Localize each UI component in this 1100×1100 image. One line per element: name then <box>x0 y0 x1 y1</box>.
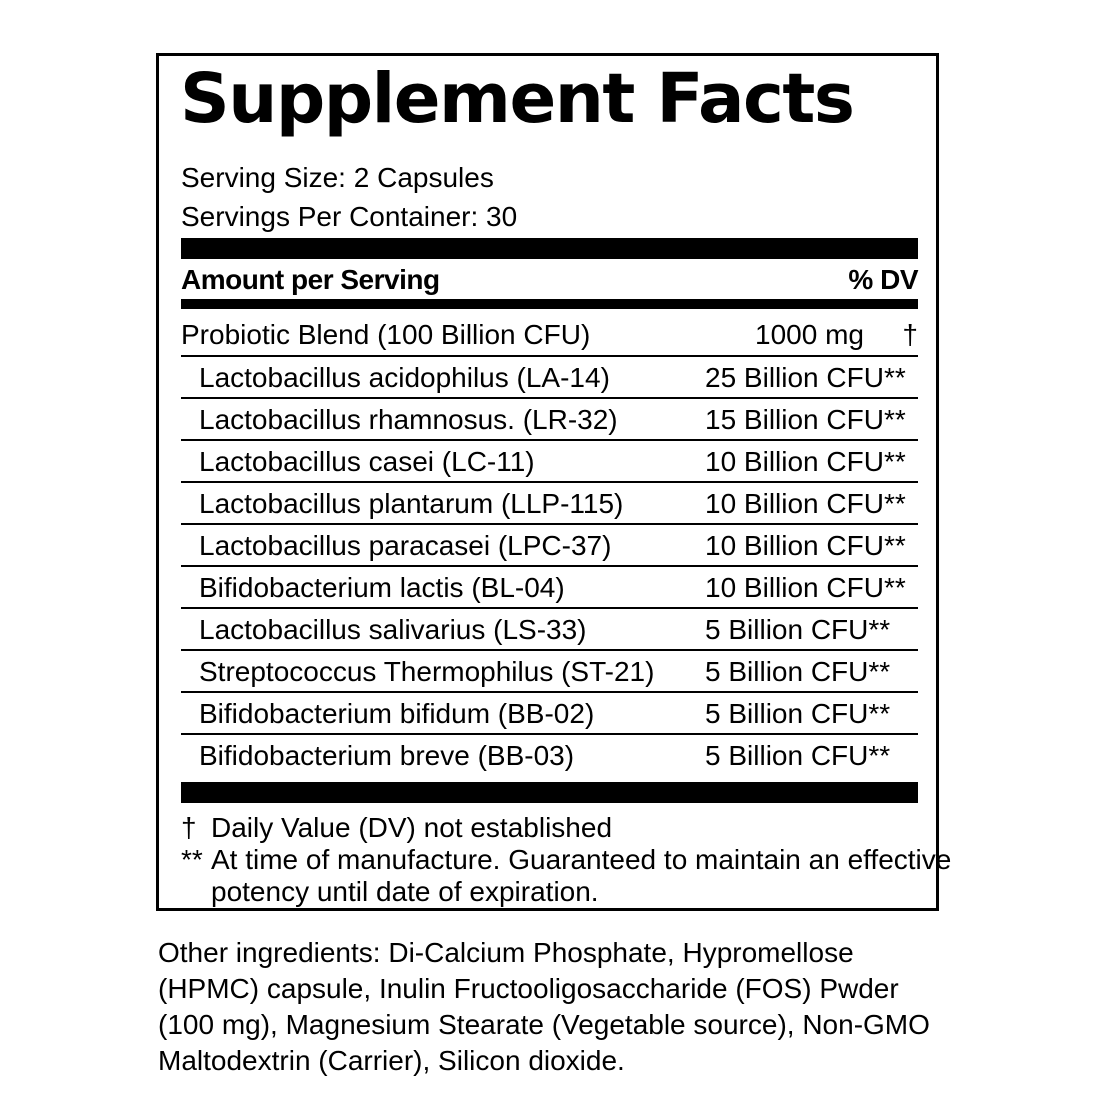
dagger-text: Daily Value (DV) not established <box>211 812 613 843</box>
ingredient-name: Streptococcus Thermophilus (ST-21) <box>199 656 655 687</box>
table-row <box>181 565 918 607</box>
asterisk-text-line2: potency until date of expiration. <box>211 876 599 907</box>
ingredient-amount: 10 Billion CFU** <box>705 488 906 519</box>
asterisk-symbol: ** <box>181 844 203 875</box>
asterisk-text-line1: At time of manufacture. Guaranteed to maintain an effective <box>211 844 952 875</box>
table-row <box>181 523 918 565</box>
ingredient-amount: 10 Billion CFU** <box>705 530 906 561</box>
divider-thick-bottom <box>181 782 918 803</box>
servings-per-container: Servings Per Container: 30 <box>181 201 518 232</box>
ingredient-name: Bifidobacterium lactis (BL-04) <box>199 572 565 603</box>
table-row <box>181 397 918 439</box>
blend-name: Probiotic Blend (100 Billion CFU) <box>181 319 591 350</box>
serving-size: Serving Size: 2 Capsules <box>181 162 494 193</box>
ingredient-amount: 25 Billion CFU** <box>705 362 906 393</box>
table-row <box>181 607 918 649</box>
table-row <box>181 439 918 481</box>
other-ingredients: Other ingredients: Di-Calcium Phosphate, Hypromellose (HPMC) capsule, Inulin Fructooligosaccharide (FOS) Pwder (100 mg), Magnesium Stearate (Vegetable source), Non-GMO Maltodextrin (Carrier), Silicon dioxide. <box>158 937 930 1076</box>
table-row <box>181 733 918 775</box>
ingredient-name: Lactobacillus acidophilus (LA-14) <box>199 362 610 393</box>
ingredient-name: Lactobacillus plantarum (LLP-115) <box>199 488 624 519</box>
divider-thick-top <box>181 238 918 259</box>
ingredient-name: Lactobacillus casei (LC-11) <box>199 446 535 477</box>
dv-label: % DV <box>848 264 918 295</box>
ingredient-name: Lactobacillus paracasei (LPC-37) <box>199 530 612 561</box>
ingredient-name: Lactobacillus salivarius (LS-33) <box>199 614 587 645</box>
blend-row <box>181 314 918 356</box>
ingredient-amount: 5 Billion CFU** <box>705 614 891 645</box>
ingredient-name: Bifidobacterium bifidum (BB-02) <box>199 698 595 729</box>
panel-title: Supplement Facts <box>180 59 854 139</box>
blend-dv: † <box>902 319 918 350</box>
amount-per-serving-label: Amount per Serving <box>181 264 440 295</box>
blend-amount: 1000 mg <box>755 319 864 350</box>
table-row <box>181 481 918 523</box>
ingredient-amount: 5 Billion CFU** <box>705 698 891 729</box>
ingredient-name: Lactobacillus rhamnosus. (LR-32) <box>199 404 618 435</box>
ingredient-amount: 15 Billion CFU** <box>705 404 906 435</box>
ingredient-amount: 5 Billion CFU** <box>705 740 891 771</box>
supplement-facts-panel <box>156 53 952 911</box>
table-row <box>181 691 918 733</box>
divider-header <box>181 299 918 309</box>
ingredient-amount: 10 Billion CFU** <box>705 446 906 477</box>
column-header-row <box>181 266 918 294</box>
ingredient-amount: 10 Billion CFU** <box>705 572 906 603</box>
ingredient-name: Bifidobacterium breve (BB-03) <box>199 740 575 771</box>
dagger-symbol: † <box>181 812 197 843</box>
ingredient-amount: 5 Billion CFU** <box>705 656 891 687</box>
table-row <box>181 355 918 397</box>
table-row <box>181 649 918 691</box>
